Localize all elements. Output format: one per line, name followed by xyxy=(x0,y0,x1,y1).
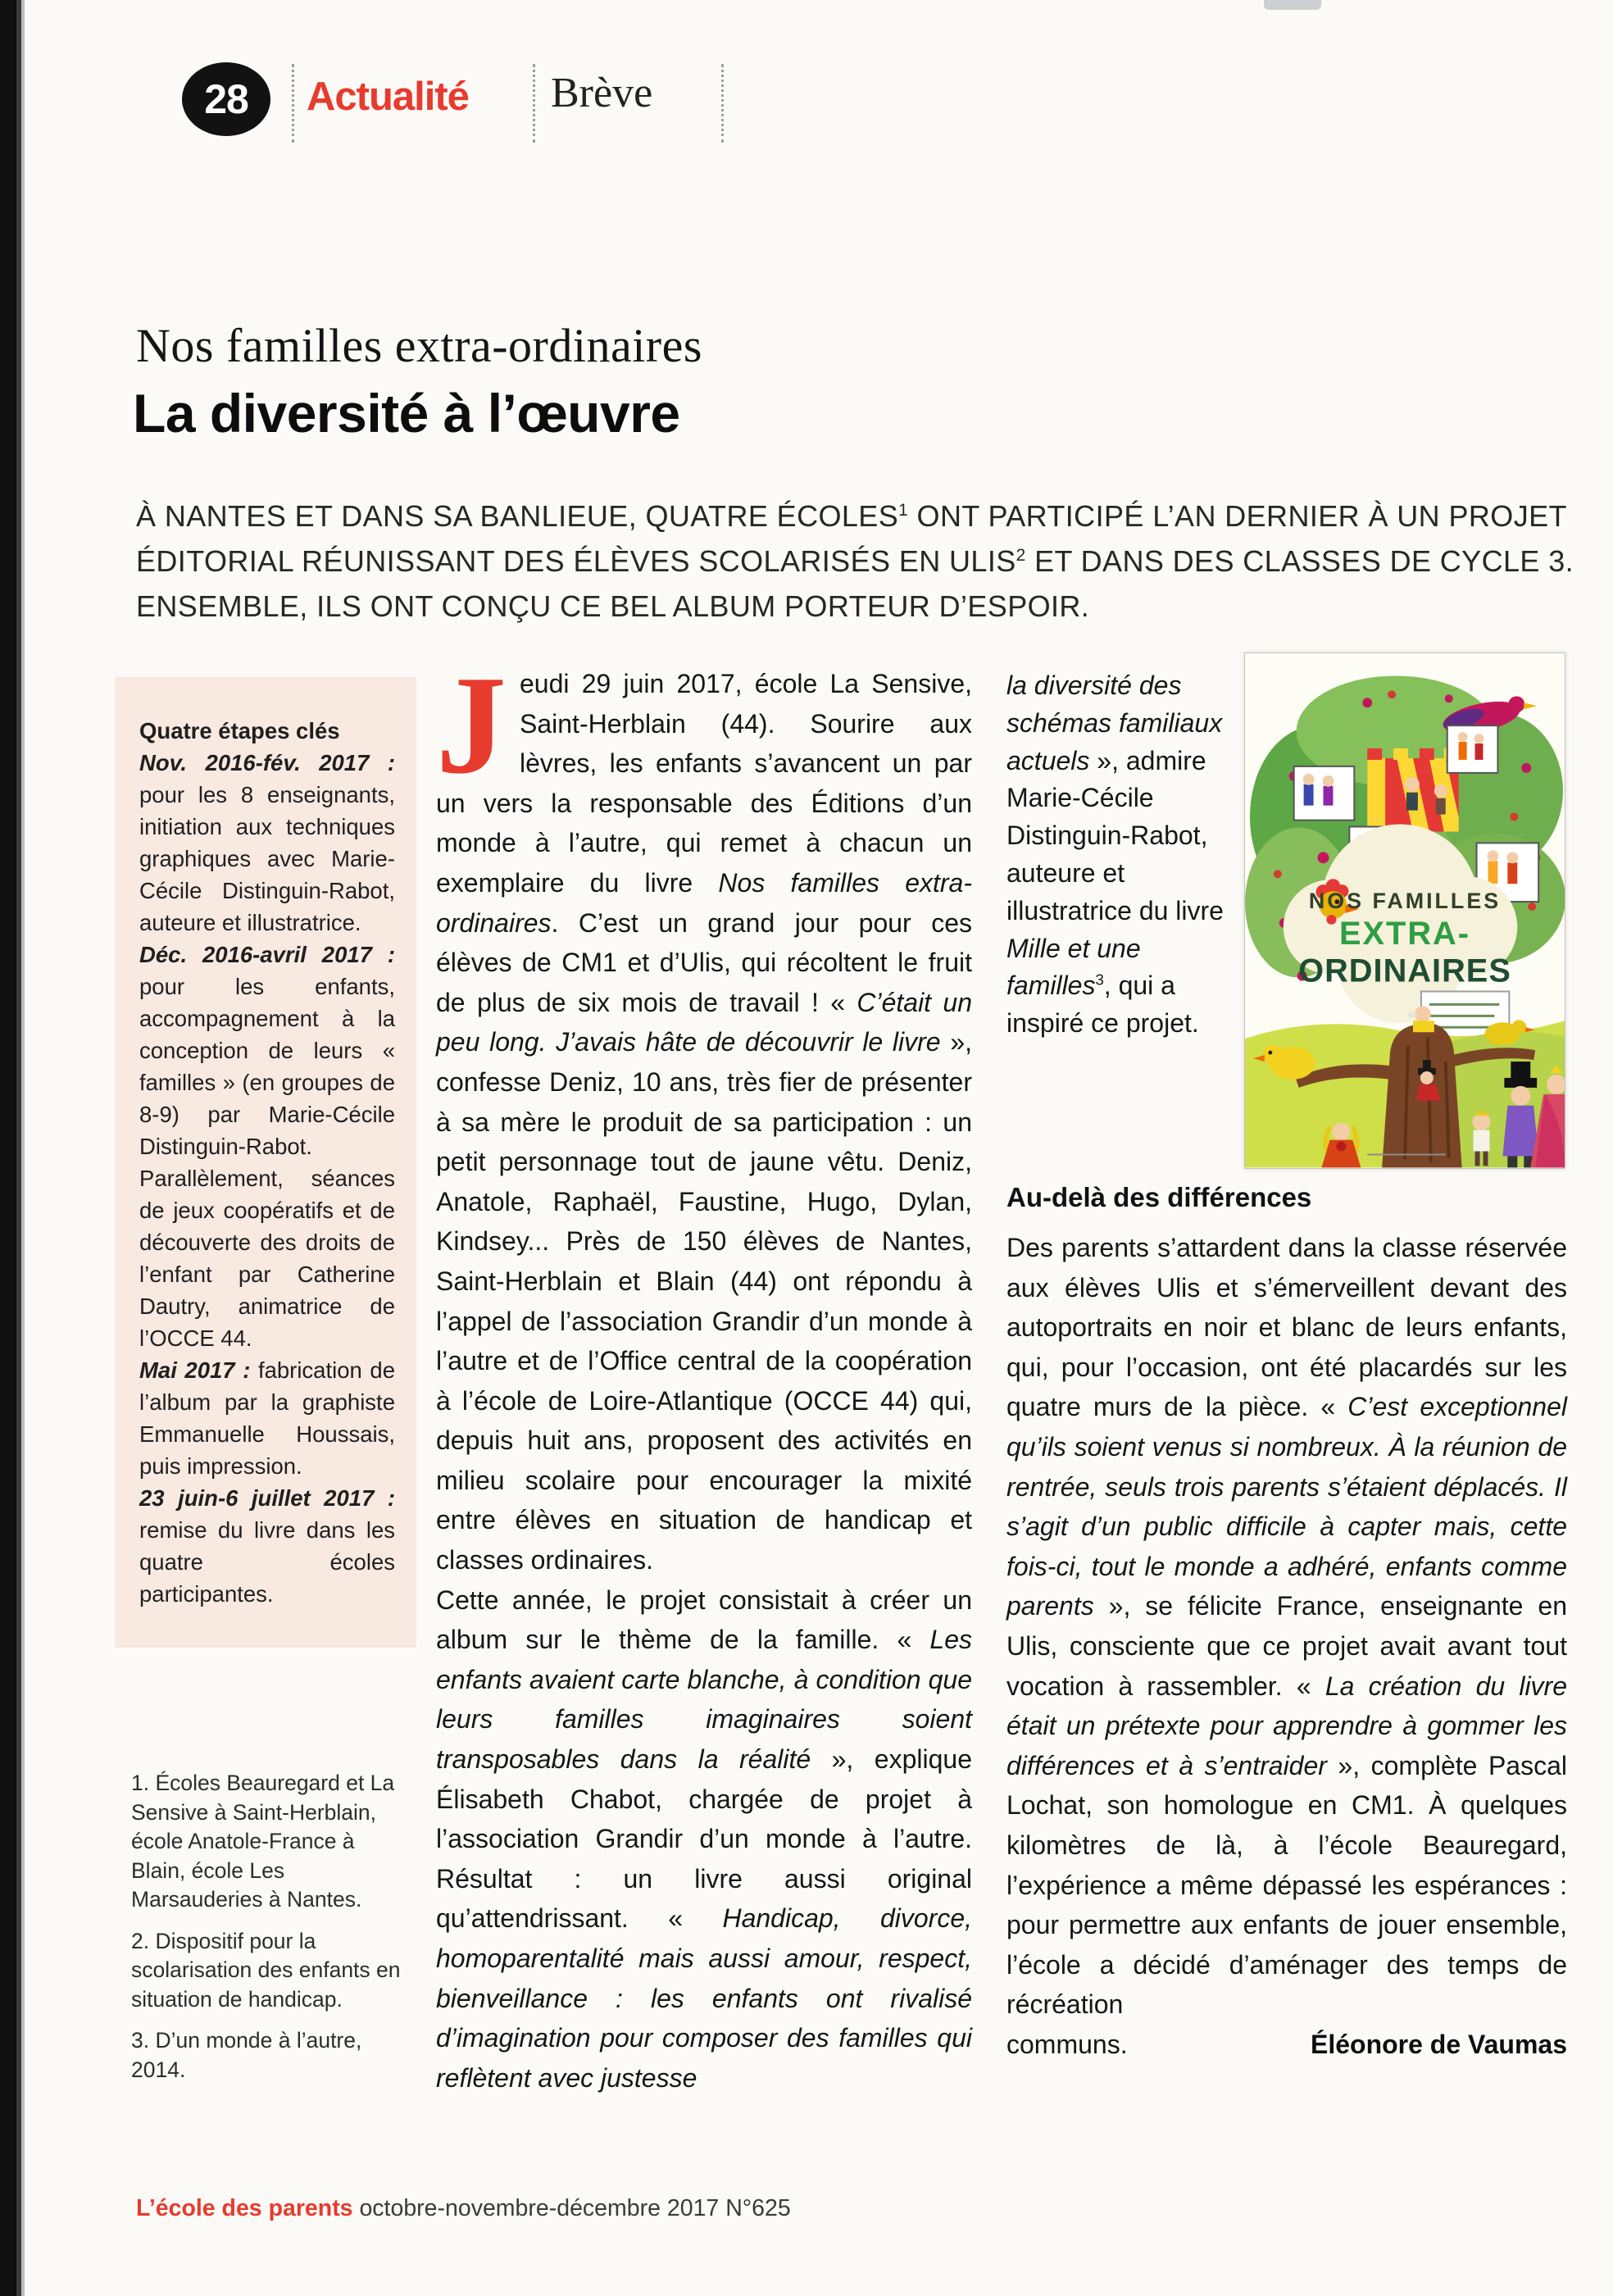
header-divider xyxy=(533,64,535,143)
section-subhead: Au-delà des différences xyxy=(1006,1182,1312,1212)
body-paragraph xyxy=(436,648,973,1580)
article-title: La diversité à l’œuvre xyxy=(133,383,680,443)
issue-info: octobre-novembre-décembre 2017 N°625 xyxy=(359,2195,791,2221)
body-column-right xyxy=(1006,1228,1567,2064)
article-standfirst: À NANTES ET DANS SA BANLIEUE, QUATRE ÉCOLES$^1$ ONT PARTICIPÉ L’AN DERNIER À UN PROJET ÉDITORIAL RÉUNISSANT DES ÉLÈVES SCOLARISÉS EN ULIS$^2$ ET DANS DES CLASSES DE CYCLE 3. ENSEMBLE, ILS ONT CONÇU CE BEL ALBUM PORTEUR D’ESPOIR. xyxy=(136,499,1574,623)
book-cover-photo xyxy=(1244,652,1565,1169)
closing-line xyxy=(1006,2025,1567,2065)
book-title-top: NOS FAMILLES xyxy=(1308,889,1502,914)
book-title-bottom: ORDINAIRES xyxy=(1298,952,1511,989)
castle xyxy=(1367,748,1458,831)
page-number-badge xyxy=(182,62,270,136)
body-paragraph: Cette année, le projet consistait à créer un album sur le thème de la famille. « Les enfants avaient carte blanche, à condition que leurs familles imaginaires soient transposables dans la réalité », explique Élisabeth Chabot, chargée de projet à l’association Grandir d’un monde à l’autre. Résultat : un livre aussi original qu’attendrissant. « Handicap, divorce, homoparentalité mais aussi amour, respect, bienveillance : les enfants ont rivalisé d’imagination pour composer des familles qui reflètent avec justesse xyxy=(436,1584,973,2093)
author-signature: Éléonore de Vaumas xyxy=(1310,2029,1567,2059)
article-kicker: Nos familles extra-ordinaires xyxy=(136,319,702,372)
key-step: Nov. 2016-fév. 2017 : pour les 8 enseignants, initiation aux techniques graphiques avec Marie-Cécile Distinguin-Rabot, auteure et illustratrice. xyxy=(139,750,395,935)
key-steps-box xyxy=(115,677,416,1648)
body-paragraph: Des parents s’attardent dans la classe réservée aux élèves Ulis et s’émerveillent devant des autoportraits en noir et blanc de leurs enfants, qui, pour l’occasion, ont été placardés sur les quatre murs de la pièce. « C’est exceptionnel qu’ils soient venus si nombreux. À la réunion de rentrée, seuls trois parents s’étaient déplacés. Il s’agit d’un public difficile à capter mais, cette fois-ci, tout le monde a adhéré, enfants comme parents », se félicite France, enseignante en Ulis, consciente que ce projet avait avant tout vocation à rassembler. « La création du livre était un prétexte pour apprendre à gommer les différences et à s’entraider », complète Pascal Lochat, son homologue en CM1. À quelques kilomètres de là, à l’école Beauregard, l’expérience a même dépassé les espérances : pour permettre aux enfants de jouer ensemble, l’école a décidé d’aménager des temps de récréation xyxy=(1006,1233,1568,2020)
page-footer xyxy=(136,2195,791,2222)
header-divider xyxy=(292,64,294,143)
book-cover-illustration xyxy=(1245,653,1565,1168)
closing-word: communs. xyxy=(1006,2029,1128,2059)
page-number: 28 xyxy=(204,76,248,122)
body-column-main xyxy=(436,648,973,2098)
body-column-narrow: la diversité des schémas familiaux actuels », admire Marie-Cécile Distinguin-Rabot, auteure et illustratrice du livre Mille et une familles$^3$, qui a inspiré ce projet. xyxy=(1006,671,1224,1039)
drop-cap: J xyxy=(436,648,507,803)
footnote: 1. Écoles Beauregard et La Sensive à Saint-Herblain, école Anatole-France à Blain, école Les Marsauderies à Nantes. xyxy=(131,1771,395,1912)
key-step: 23 juin-6 juillet 2017 : remise du livre dans les quatre écoles participantes. xyxy=(139,1485,395,1607)
scan-edge xyxy=(0,0,25,2296)
magazine-name: L’école des parents xyxy=(136,2195,353,2221)
scan-smudge xyxy=(1264,0,1321,10)
footnote: 3. D’un monde à l’autre, 2014. xyxy=(131,2028,362,2082)
key-step: Déc. 2016-avril 2017 : pour les enfants, accompagnement à la conception de leurs « familles » (en groupes de 8-9) par Marie-Cécile Distinguin-Rabot. Parallèlement, séances de jeux coopératifs et de découverte des droits de l’enfant par Catherine Dautry, animatrice de l’OCCE 44. xyxy=(139,942,395,1351)
section-label: Actualité xyxy=(307,75,469,119)
key-step: Mai 2017 : fabrication de l’album par la graphiste Emmanuelle Houssais, puis impression. xyxy=(139,1357,395,1479)
paragraph-text: eudi 29 juin 2017, école La Sensive, Saint-Herblain (44). Sourire aux lèvres, les enfants s’avancent un par un vers la responsable des Éditions d’un monde à l’autre, qui remet à chacun un exemplaire du livre Nos familles extra-ordinaires. C’est un grand jour pour ces élèves de CM1 et d’Ulis, qui récoltent le fruit de plus de six mois de travail ! « C’était un peu long. J’avais hâte de découvrir le livre », confesse Deniz, 10 ans, très fier de présenter à sa mère le produit de sa participation : un petit personnage tout de jaune vêtu. Deniz, Anatole, Raphaël, Faustine, Hugo, Dylan, Kindsey... Près de 150 élèves de Nantes, Saint-Herblain et Blain (44) ont répondu à l’appel de l’association Grandir d’un monde à l’autre et de l’Office central de la coopération à l’école de Loire-Atlantique (OCCE 44) qui, depuis huit ans, proposent des activités en milieu scolaire pour encourager la mixité entre élèves en situation de handicap et classes ordinaires. xyxy=(436,669,973,1575)
footnote: 2. Dispositif pour la scolarisation des enfants en situation de handicap. xyxy=(131,1928,401,2012)
rubric-label: Brève xyxy=(551,70,653,116)
footnotes xyxy=(131,1769,410,2097)
girl-figure xyxy=(1322,1123,1361,1168)
key-steps-title: Quatre étapes clés xyxy=(139,718,340,743)
header-divider xyxy=(721,64,724,143)
book-title-mid: EXTRA- xyxy=(1338,915,1471,952)
